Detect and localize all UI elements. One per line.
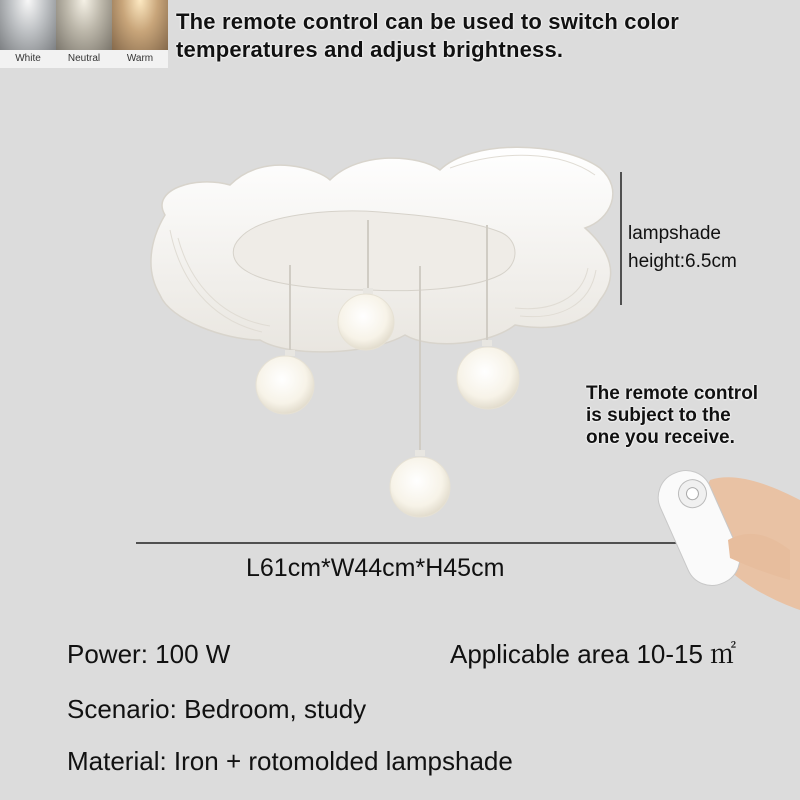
globe-light [256, 356, 314, 414]
swatch-label-white: White [0, 50, 56, 68]
swatch-label-warm: Warm [112, 50, 168, 68]
remote-disclaimer-line-1: The remote control [586, 383, 759, 404]
remote-disclaimer-line-3: one you receive. [586, 427, 735, 448]
dimensions-label: L61cm*W44cm*H45cm [246, 554, 505, 582]
lampshade-height-label [628, 220, 737, 276]
spec-scenario: Scenario: Bedroom, study [67, 694, 367, 724]
spec-power: Power: 100 W [67, 639, 231, 669]
spec-material: Material: Iron + rotomolded lampshade [67, 746, 513, 776]
lampshade-label-line-2: height:6.5cm [628, 251, 737, 272]
globe-light [457, 347, 519, 409]
swatch-label-neutral: Neutral [56, 50, 112, 68]
globe-light [390, 457, 450, 517]
spec-applicable-area: Applicable area 10-15 ㎡ [450, 639, 737, 669]
remote-disclaimer [586, 383, 758, 449]
lampshade-label-line-1: lampshade [628, 223, 721, 244]
remote-feature-line-1: The remote control can be used to switch color [176, 9, 680, 34]
globe-light [338, 294, 394, 350]
remote-feature-line-2: temperatures and adjust brightness. [176, 37, 564, 62]
hand-with-remote [650, 462, 800, 610]
remote-disclaimer-line-2: is subject to the [586, 405, 731, 426]
